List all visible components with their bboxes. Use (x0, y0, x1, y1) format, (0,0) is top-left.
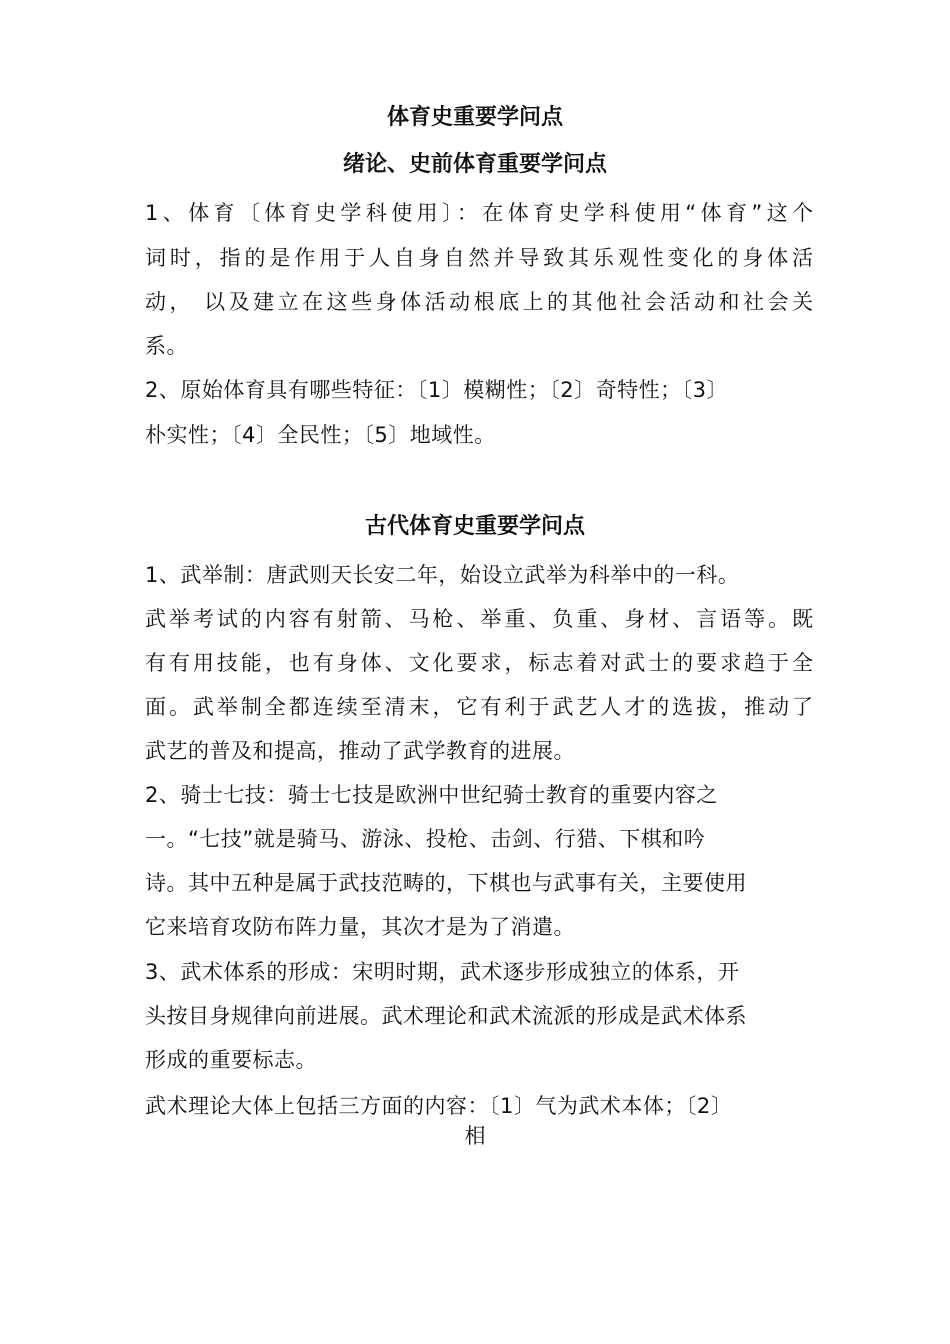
paragraph-line: 一。“七技”就是骑马、游泳、投枪、击剑、行猎、下棋和吟 (145, 827, 706, 851)
section-heading-ancient: 古代体育史重要学问点 (364, 514, 585, 539)
paragraph-line: 动， 以及建立在这些身体活动根底上的其他社会活动和社会关 (145, 290, 813, 314)
paragraph-line: 形成的重要标志。 (145, 1048, 317, 1072)
paragraph-line: 武举考试的内容有射箭、马枪、举重、负重、身材、言语等。既 (145, 607, 813, 631)
document-title: 体育史重要学问点 (386, 105, 563, 130)
paragraph-line: 诗。其中五种是属于武技范畴的，下棋也与武事有关，主要使用 (145, 871, 747, 895)
paragraph-line: 2、原始体育具有哪些特征：〔1〕模糊性；〔2〕奇特性；〔3〕 (145, 378, 728, 402)
paragraph-line: 词时，指的是作用于人自身自然并导致其乐观性变化的身体活 (145, 246, 813, 270)
paragraph-line: 头按目身规律向前进展。武术理论和武术流派的形成是武术体系 (145, 1004, 747, 1028)
section-heading-prehistoric: 绪论、史前体育重要学问点 (342, 152, 607, 177)
paragraph-line: 相 (464, 1124, 486, 1148)
paragraph-line: 有有用技能，也有身体、文化要求，标志着对武士的要求趋于全 (145, 651, 813, 675)
paragraph-line: 2、骑士七技：骑士七技是欧洲中世纪骑士教育的重要内容之 (145, 783, 718, 807)
paragraph-line: 武艺的普及和提高，推动了武学教育的进展。 (145, 739, 575, 763)
paragraph-line: 面。武举制全都连续至清末，它有利于武艺人才的选拔，推动了 (145, 695, 813, 719)
paragraph-line: 朴实性；〔4〕全民性；〔5〕地域性。 (145, 423, 496, 447)
paragraph-line: 1、体育〔体育史学科使用〕：在体育史学科使用“体育”这个 (145, 201, 813, 225)
paragraph-line: 武术理论大体上包括三方面的内容：〔1〕气为武术本体；〔2〕 (145, 1094, 733, 1118)
paragraph-line: 1、武举制：唐武则天长安二年，始设立武举为科举中的一科。 (145, 563, 740, 587)
paragraph-line: 它来培育攻防布阵力量，其次才是为了消遣。 (145, 915, 575, 939)
paragraph-line: 系。 (145, 334, 188, 358)
paragraph-line: 3、武术体系的形成：宋明时期，武术逐步形成独立的体系，开 (145, 960, 740, 984)
